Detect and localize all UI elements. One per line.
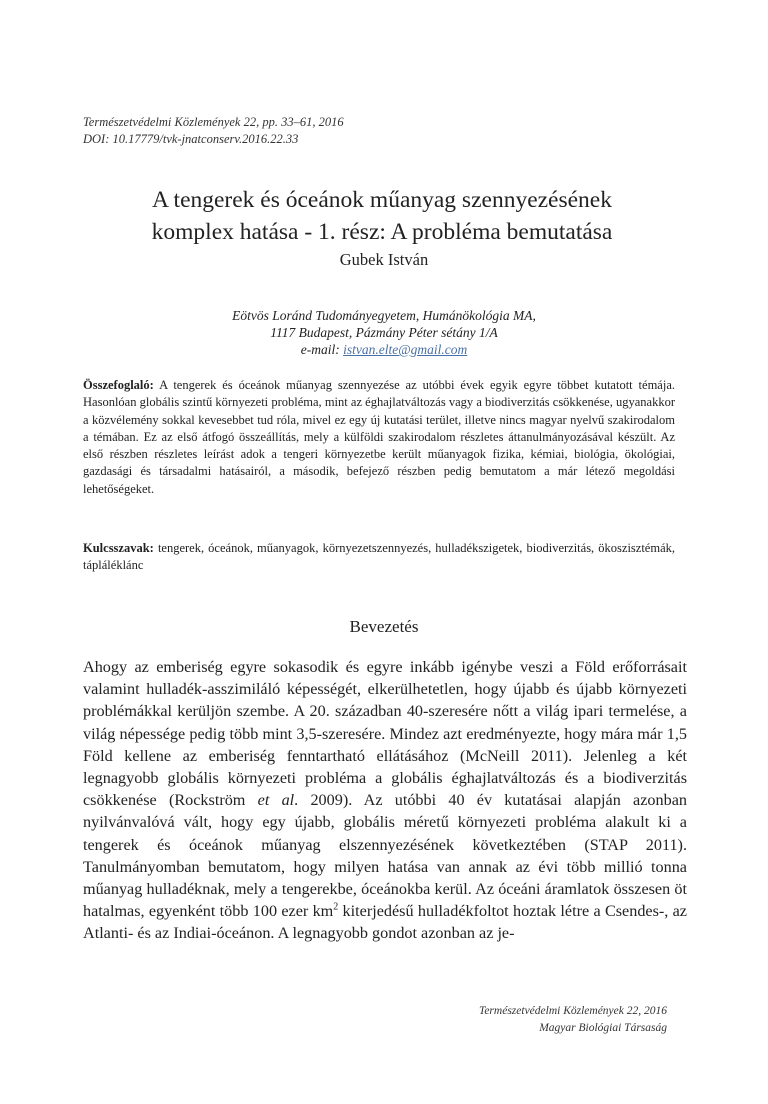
doi-line: DOI: 10.17779/tvk-jnatconserv.2016.22.33 <box>83 132 299 146</box>
author-name: Gubek István <box>339 250 429 269</box>
body-text-part-1: Ahogy az emberiség egyre sokasodik és egyre inkább igénybe veszi a Föld erőforrásait valamint hulladék-asszimiláló képességét, elkerülhetetlen, hogy újabb és újabb környezeti problémákkal kerüljön szembe. A 20. században 40-szeresére nőtt a világ ipari termelése, a világ népessége pedig több mint 3,5-szeresére. Mindez azt eredményezte, hogy mára már 1,5 Föld kellene az emberiség fenntartható ellátásához (McNeill 2011). Jelenleg a két legnagyobb globális környezeti probléma a globális éghajlatváltozás és a biodiverzitás csökkenése (Rockström <box>83 658 687 810</box>
affiliation-line-2: 1117 Budapest, Pázmány Péter sétány 1/A <box>270 325 498 340</box>
section-heading: Bevezetés <box>349 617 419 636</box>
keywords-text: tengerek, óceánok, műanyagok, környezetszennyezés, hulladékszigetek, biodiverzitás, ökoszisztémák, tápláléklánc <box>83 541 675 573</box>
footer-journal: Természetvédelmi Közlemények 22, 2016 <box>478 1005 667 1017</box>
et-al-italic: et al <box>257 791 295 810</box>
abstract-label: Összefoglaló: <box>83 378 154 392</box>
journal-citation: Természetvédelmi Közlemények 22, pp. 33–61, 2016 <box>83 115 344 129</box>
page-footer <box>479 1003 667 1037</box>
email-link[interactable]: istvan.elte@gmail.com <box>343 342 468 357</box>
body-text-part-3: kiterjedésű hulladékfoltot hoztak létre a Csendes-, az Atlanti- és az Indiai-óceánon. A legnagyobb gondot azonban az je- <box>83 902 687 943</box>
body-text-part-2: . 2009). Az utóbbi 40 év kutatásai alapján azonban nyilvánvalóvá vált, hogy egy újabb, globális méretű környezeti probléma alakult ki a tengerek és óceánok műanyag elszennyezésének következtében (STAP 2011). Tanulmányomban bemutatom, hogy milyen hatása van annak az évi több millió tonna műanyag hulladéknak, mely a tengerekbe, óceánokba kerül. Az óceáni áramlatok összesen öt hatalmas, egyenként több 100 ezer km <box>83 791 687 921</box>
article-title <box>90 184 674 248</box>
footer-society: Magyar Biológiai Társaság <box>539 1022 667 1034</box>
abstract <box>83 377 675 498</box>
affiliation-line-1: Eötvös Loránd Tudományegyetem, Humánökológia MA, <box>232 308 536 323</box>
author-affiliation <box>83 307 685 358</box>
keywords <box>83 540 675 575</box>
abstract-text: A tengerek és óceánok műanyag szennyezése az utóbbi évek egyik egyre többet kutatott témája. Hasonlóan globális szintű környezeti probléma, mint az éghajlatváltozás vagy a biodiverzitás csökkenése, ugyanakkor a közvélemény sokkal kevesebbet tud róla, mivel ez egy új kutatási terület, illetve nincs magyar nyelvű szakirodalom a témában. Ez az első átfogó összeállítás, mely a külföldi szakirodalom részletes áttanulmányozásával készült. Az első részben részletes leírást adok a tengeri környezetbe került műanyagok fizika, kémiai, biológia, ökológiai, gazdasági és társadalmi hatásairól, a második, befejező részben pedig bemutatom a már létező megoldási lehetőségeket. <box>83 378 675 496</box>
km-superscript: 2 <box>333 901 339 913</box>
email-line <box>83 341 685 358</box>
email-label: e-mail: <box>300 342 344 357</box>
keywords-label: Kulcsszavak: <box>83 541 154 555</box>
title-line-1: A tengerek és óceánok műanyag szennyezésének <box>151 187 612 213</box>
body-paragraph <box>83 656 687 945</box>
journal-reference <box>83 114 583 148</box>
title-line-2: komplex hatása - 1. rész: A probléma bemutatása <box>151 219 613 245</box>
